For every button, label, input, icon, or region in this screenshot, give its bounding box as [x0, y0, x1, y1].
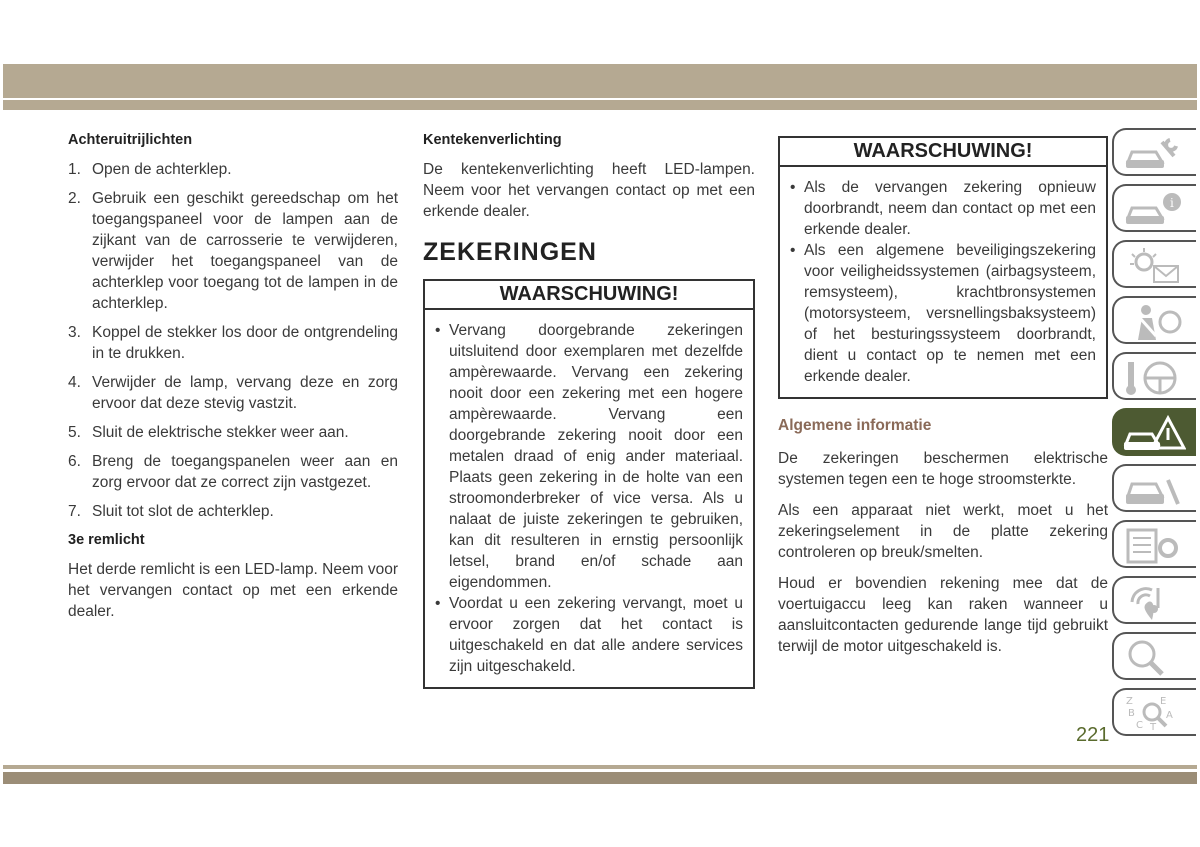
list-item: 3. Koppel de stekker los door de ontgrendeling in te drukken. [68, 324, 398, 362]
tab-steering-wheel[interactable] [1112, 352, 1196, 400]
tab-search[interactable] [1112, 632, 1196, 680]
svg-text:T: T [1150, 722, 1157, 733]
paragraph: Als een apparaat niet werkt, moet u het zekeringselement in de platte zekering controleren op breuk/smelten. [778, 502, 1108, 561]
svg-text:i: i [1170, 196, 1174, 210]
warning-box [423, 279, 755, 689]
column-middle [423, 130, 755, 705]
list-item: 2. Gebruik een geschikt gereedschap om het toegangspaneel voor de lampen aan de zijkant van de carrosserie te verwijderen, verwijder het toegangspaneel van de achterklep voor toegang tot de lampen in de achterklep. [68, 190, 398, 312]
svg-text:Z: Z [1126, 696, 1133, 707]
warning-title: WAARSCHUWING! [425, 281, 753, 310]
warning-list [425, 310, 753, 687]
list-item: 6. Breng de toegangspanelen weer aan en zorg ervoor dat ze correct zijn vastgezet. [68, 453, 398, 491]
list-item: 4. Verwijder de lamp, vervang deze en zorg ervoor dat deze stevig vastzit. [68, 374, 398, 412]
paragraph: Het derde remlicht is een LED-lamp. Neem voor het vervangen contact op met een erkende dealer. [68, 561, 398, 620]
car-warning-triangle-icon [1122, 414, 1186, 454]
tab-warning-lights[interactable] [1112, 240, 1196, 288]
warning-lights-mail-icon [1122, 246, 1186, 286]
car-info-icon [1122, 190, 1186, 230]
top-header-line [3, 100, 1197, 110]
paragraph: De zekeringen beschermen elektrische systemen tegen een te hoge stroomsterkte. [778, 450, 1108, 488]
top-header-band [3, 64, 1197, 98]
warning-item: • Voordat u een zekering vervangt, moet u ervoor zorgen dat het contact is uitgeschakeld en dat alle andere services zijn uitgeschakeld. [449, 593, 743, 677]
subheading-general-info: Algemene informatie [778, 417, 932, 434]
warning-item: • Als een algemene beveiligingszekering voor veiligheidssystemen (airbagsysteem, remsysteem), krachtbronsystemen (motorsysteem, versnellingsbaksysteem) of het besturingssysteem doorbrandt, dient u contact op te nemen met een erkende dealer. [804, 240, 1096, 387]
steps-list [68, 159, 398, 522]
settings-list-icon [1122, 526, 1186, 566]
tab-car-info[interactable] [1112, 184, 1196, 232]
list-item: 7. Sluit tot slot de achterklep. [68, 503, 274, 520]
paragraph: Houd er bovendien rekening mee dat de voertuigaccu leeg kan raken wanneer u aansluitcontacten gedurende lange tijd gebruikt terwijl de motor uitgeschakeld is. [778, 575, 1108, 655]
warning-item: • Als de vervangen zekering opnieuw doorbrandt, neem dan contact op met een erkende dealer. [804, 177, 1096, 240]
tab-index[interactable] [1112, 688, 1196, 736]
tab-car-wrench[interactable] [1112, 128, 1196, 176]
search-icon [1122, 638, 1186, 678]
svg-text:C: C [1136, 720, 1143, 731]
seatbelt-airbag-icon [1122, 302, 1186, 342]
paragraph: De kentekenverlichting heeft LED-lampen. Neem voor het vervangen contact op met een erkende dealer. [423, 161, 755, 220]
list-item: 1. Open de achterklep. [68, 161, 232, 178]
svg-text:A: A [1166, 710, 1173, 721]
heading-license-plate-light: Kentekenverlichting [423, 132, 562, 148]
heading-reversing-lights: Achteruitrijlichten [68, 132, 193, 148]
tab-settings-list[interactable] [1112, 520, 1196, 568]
column-right [778, 130, 1108, 667]
music-navigation-icon [1122, 582, 1186, 622]
page-number: 221 [1076, 724, 1110, 746]
warning-box [778, 136, 1108, 399]
footer-band [3, 772, 1197, 784]
index-az-icon [1122, 694, 1186, 734]
tab-seatbelt-airbag[interactable] [1112, 296, 1196, 344]
car-service-icon [1122, 470, 1186, 510]
svg-text:B: B [1128, 708, 1135, 719]
steering-wheel-key-icon [1122, 358, 1186, 398]
tab-car-service[interactable] [1112, 464, 1196, 512]
warning-item: • Vervang doorgebrande zekeringen uitsluitend door exemplaren met dezelfde ampèrewaarde. Vervang een zekering nooit door een zekering met een hogere ampèrewaarde. Vervang een doorgebrande zekering nooit door een metalen draad of enig ander materiaal. Plaats geen zekering in de holte van een stroomonderbreker of vice versa. Als u nalaat de juiste zekeringen te gebruiken, kan dit resulteren in ernstig persoonlijk letsel, brand en/of schade aan eigendommen. [449, 320, 743, 593]
column-left [68, 130, 398, 632]
car-wrench-icon [1122, 134, 1186, 174]
svg-text:E: E [1160, 696, 1167, 707]
warning-title: WAARSCHUWING! [780, 138, 1106, 167]
tab-music-navigation[interactable] [1112, 576, 1196, 624]
section-title: ZEKERINGEN [423, 238, 597, 266]
list-item: 5. Sluit de elektrische stekker weer aan. [68, 424, 349, 441]
warning-list [780, 167, 1106, 397]
heading-third-brake-light: 3e remlicht [68, 532, 145, 548]
footer-line [3, 765, 1197, 769]
tab-car-warning[interactable] [1112, 408, 1196, 456]
